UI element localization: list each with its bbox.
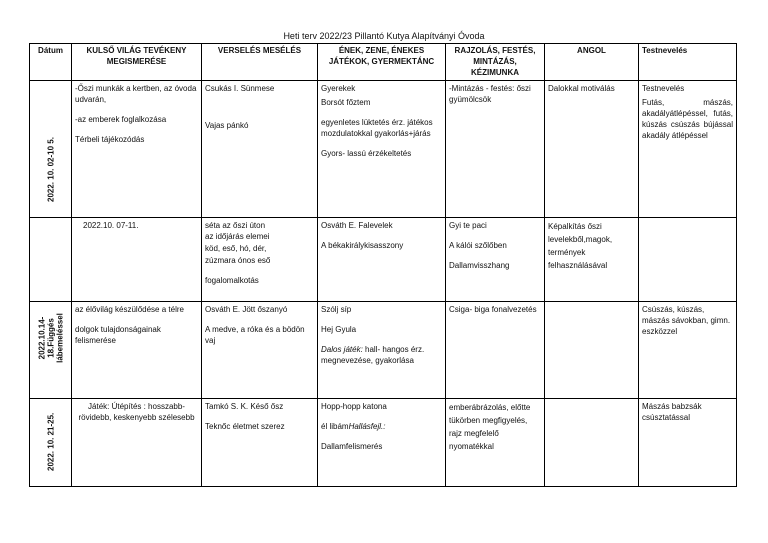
cell-line: Testnevelés — [642, 84, 685, 93]
date-cell — [30, 218, 72, 302]
art-cell — [446, 399, 545, 487]
cell-line: Dallamfelismerés — [321, 442, 383, 451]
table-row — [30, 218, 737, 302]
cell-line: dolgok tulajdonságainak felismerése — [75, 325, 161, 345]
date-label: 2022.10.14- 18.Függés lábemeléssel — [37, 313, 64, 363]
header-world: KULSŐ VILÁG TEVÉKENY MEGISMERÉSE — [72, 44, 202, 81]
cell-line: Borsót főztem — [321, 98, 371, 107]
world-cell — [72, 218, 202, 302]
table-row — [30, 399, 737, 487]
cell-line: Csukás I. Sünmese — [205, 84, 275, 93]
cell-line: Gyors- lassú érzékeltetés — [321, 149, 412, 158]
cell-line: A békakirálykisasszony — [321, 241, 404, 250]
date-cell — [30, 302, 72, 399]
cell-line: -Őszi munkák a kertben, az óvoda udvarán, — [75, 84, 197, 104]
world-cell — [72, 302, 202, 399]
table-row — [30, 302, 737, 399]
cell-line: hall- hangos érz. megnevezése, gyakorlása — [321, 345, 425, 365]
date-cell — [30, 399, 72, 487]
music-cell — [318, 218, 446, 302]
cell-line: Hej Gyula — [321, 325, 357, 334]
cell-line: 2022.10. 07-11. — [83, 221, 139, 230]
cell-line: Osváth E. Jött őszanyó — [205, 305, 288, 314]
cell-line: az időjárás elemei — [205, 232, 270, 241]
header-row — [30, 44, 737, 81]
pe-cell — [639, 81, 737, 218]
cell-line: Tamkó S. K. Késő ősz — [205, 402, 284, 411]
poem-cell — [202, 399, 318, 487]
date-label: 2022. 10. 02-10 5. — [46, 137, 55, 202]
music-cell — [318, 399, 446, 487]
poem-cell — [202, 302, 318, 399]
header-pe: Testnevelés — [639, 44, 737, 81]
header-art: RAJZOLÁS, FESTÉS, MINTÁZÁS, KÉZIMUNKA — [446, 44, 545, 81]
cell-line: Vajas pánkó — [205, 121, 249, 130]
date-cell — [30, 81, 72, 218]
art-cell — [446, 302, 545, 399]
cell-line: Szólj síp — [321, 305, 352, 314]
header-poem: VERSELÉS MESÉLÉS — [202, 44, 318, 81]
cell-line: Csúszás, kúszás, mászás sávokban, gimn. eszközzel — [642, 305, 731, 336]
date-label: 2022. 10. 21-25. — [46, 412, 55, 471]
poem-cell — [202, 81, 318, 218]
cell-line: zúzmara ónos eső — [205, 256, 271, 265]
world-cell — [72, 399, 202, 487]
english-cell — [545, 399, 639, 487]
cell-line: Futás, mászás, akadályátlépéssel, futás, kúszás csúszás bújással akadály átlépéssel — [642, 98, 733, 140]
header-music: ÉNEK, ZENE, ÉNEKES JÁTÉKOK, GYERMEKTÁNC — [318, 44, 446, 81]
cell-line: Játék: Útépítés : hosszabb- rövidebb, keskenyebb szélesebb — [78, 402, 195, 422]
cell-line: -az emberek foglalkozása — [75, 115, 167, 124]
weekly-plan-table — [29, 43, 737, 487]
world-cell — [72, 81, 202, 218]
pe-cell — [639, 302, 737, 399]
cell-line: Teknőc életmet szerez — [205, 422, 285, 431]
cell-line: Dallamvisszhang — [449, 261, 510, 270]
pe-cell — [639, 218, 737, 302]
cell-line: él libám — [321, 422, 349, 431]
header-english: ANGOL — [545, 44, 639, 81]
cell-line: Mászás babzsák csúsztatással — [642, 402, 702, 422]
cell-line: Gyerekek — [321, 84, 356, 93]
table-row — [30, 81, 737, 218]
cell-line-italic: Hallásfejl.: — [348, 422, 386, 431]
cell-line: emberábrázolás, előtte tükörben megfigyelés, rajz megfelelő nyomatékkal — [449, 403, 531, 451]
cell-line: az élővilág készülődése a télre — [75, 305, 184, 314]
art-cell — [446, 218, 545, 302]
cell-line: A medve, a róka és a bödön vaj — [205, 325, 305, 345]
page-title: Heti terv 2022/23 Pillantó Kutya Alapítványi Óvoda — [283, 31, 485, 41]
english-cell — [545, 218, 639, 302]
header-date: Dátum — [30, 44, 72, 81]
music-cell — [318, 81, 446, 218]
cell-line: egyenletes lüktetés érz. játékos mozdulatokkal gyakorlás+járás — [321, 118, 433, 138]
cell-line: séta az őszi úton — [205, 221, 266, 230]
pe-cell — [639, 399, 737, 487]
cell-line: Gyi te paci — [449, 221, 487, 230]
music-cell — [318, 302, 446, 399]
cell-line: fogalomalkotás — [205, 276, 259, 285]
cell-line: köd, eső, hó, dér, — [205, 244, 267, 253]
cell-line: -Mintázás - festés: őszi gyümölcsök — [449, 84, 531, 104]
english-cell — [545, 302, 639, 399]
cell-line: Csiga- biga fonalvezetés — [449, 305, 537, 314]
cell-line: Osváth E. Falevelek — [321, 221, 393, 230]
cell-line: Dalokkal motiválás — [548, 84, 615, 93]
art-cell — [446, 81, 545, 218]
cell-line: Térbeli tájékozódás — [75, 135, 145, 144]
english-cell — [545, 81, 639, 218]
cell-line: A kálói szőlőben — [449, 241, 507, 250]
cell-line-italic: Dalos játék: — [321, 345, 363, 354]
poem-cell — [202, 218, 318, 302]
cell-line: Hopp-hopp katona — [321, 402, 387, 411]
cell-line: Képalkítás őszi levelekből,magok, termények felhasználásával — [548, 222, 613, 270]
